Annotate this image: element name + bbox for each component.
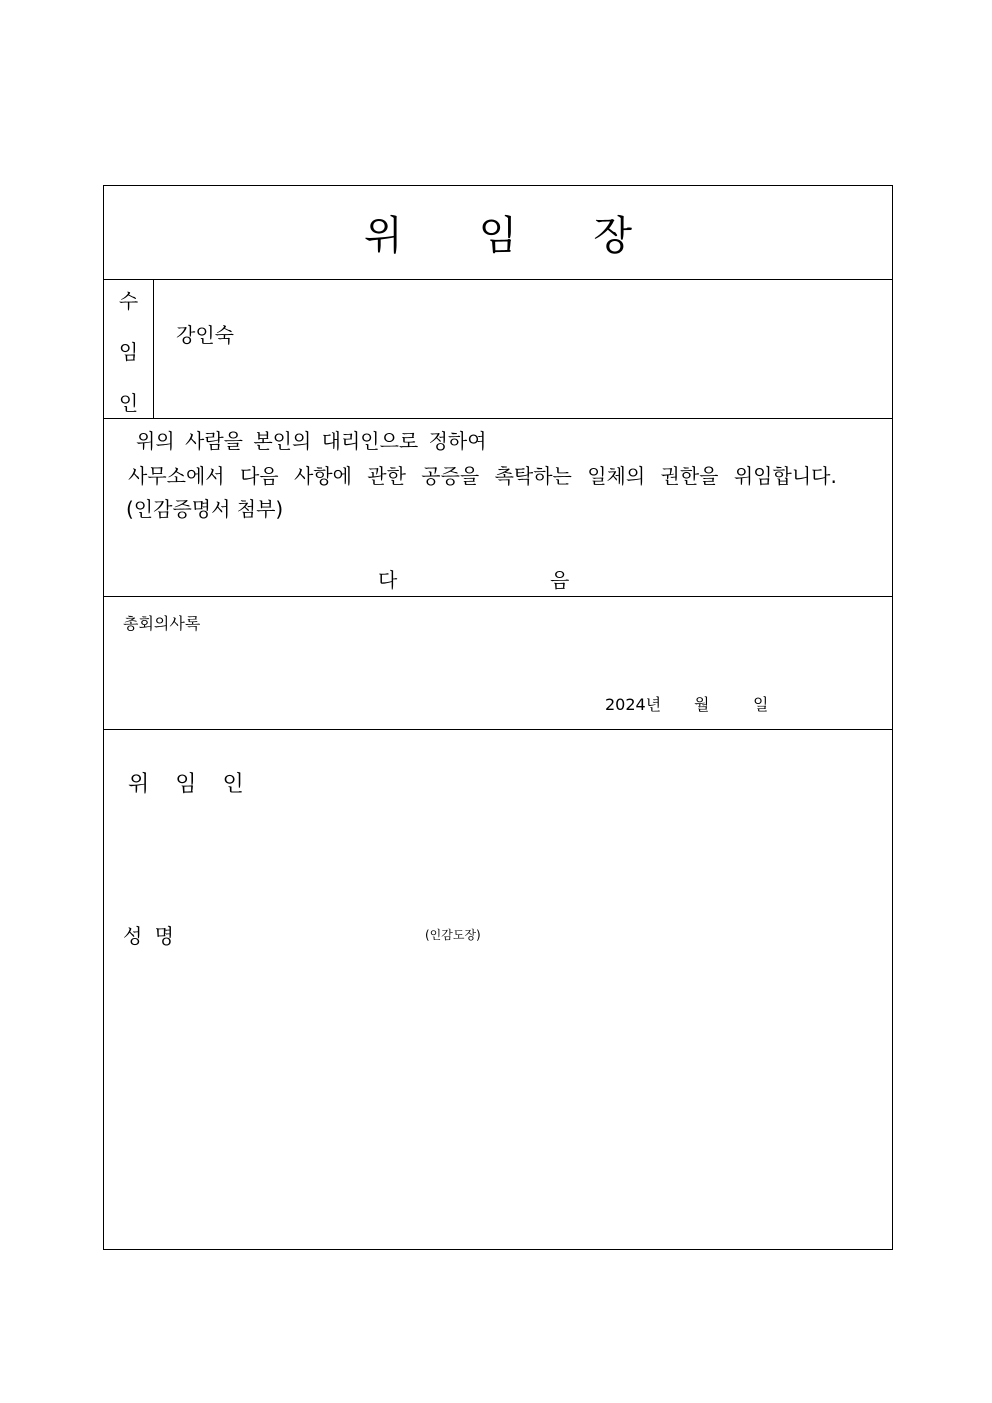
attorney-label-char: 인 — [118, 391, 139, 415]
divider — [104, 279, 892, 280]
delegator-char: 인 — [222, 772, 244, 797]
seal-note: (인감도장) — [425, 928, 481, 942]
date-day: 일 — [753, 695, 769, 714]
matter-item: 총회의사록 — [123, 614, 201, 633]
attachment-note: (인감증명서 첨부) — [126, 497, 284, 521]
document-title — [104, 186, 892, 279]
notice-heading-char: 다 — [378, 568, 398, 592]
divider — [104, 729, 892, 730]
power-of-attorney-form — [103, 185, 893, 1250]
date-month: 월 — [694, 695, 710, 714]
notice-heading-char: 음 — [550, 568, 570, 592]
signature-label: 성 명 — [123, 924, 174, 948]
delegation-text-line-1: 위의 사람을 본인의 대리인으로 정하여 — [136, 429, 487, 453]
attorney-label — [104, 279, 153, 418]
attorney-label-char: 수 — [118, 289, 139, 313]
attorney-name: 강인숙 — [176, 323, 234, 347]
delegator-heading — [128, 767, 244, 798]
divider — [153, 279, 154, 418]
delegator-char: 임 — [175, 772, 197, 797]
title-char: 위 — [364, 213, 403, 259]
attorney-label-char: 임 — [118, 340, 139, 364]
title-char: 임 — [478, 213, 518, 259]
date-year: 2024년 — [605, 695, 662, 714]
title-char: 장 — [593, 213, 632, 259]
divider — [104, 596, 892, 597]
delegation-text-line-2: 사무소에서 다음 사항에 관한 공증을 촉탁하는 일체의 권한을 위임합니다. — [128, 464, 837, 488]
delegator-char: 위 — [128, 772, 150, 797]
divider — [104, 418, 892, 419]
